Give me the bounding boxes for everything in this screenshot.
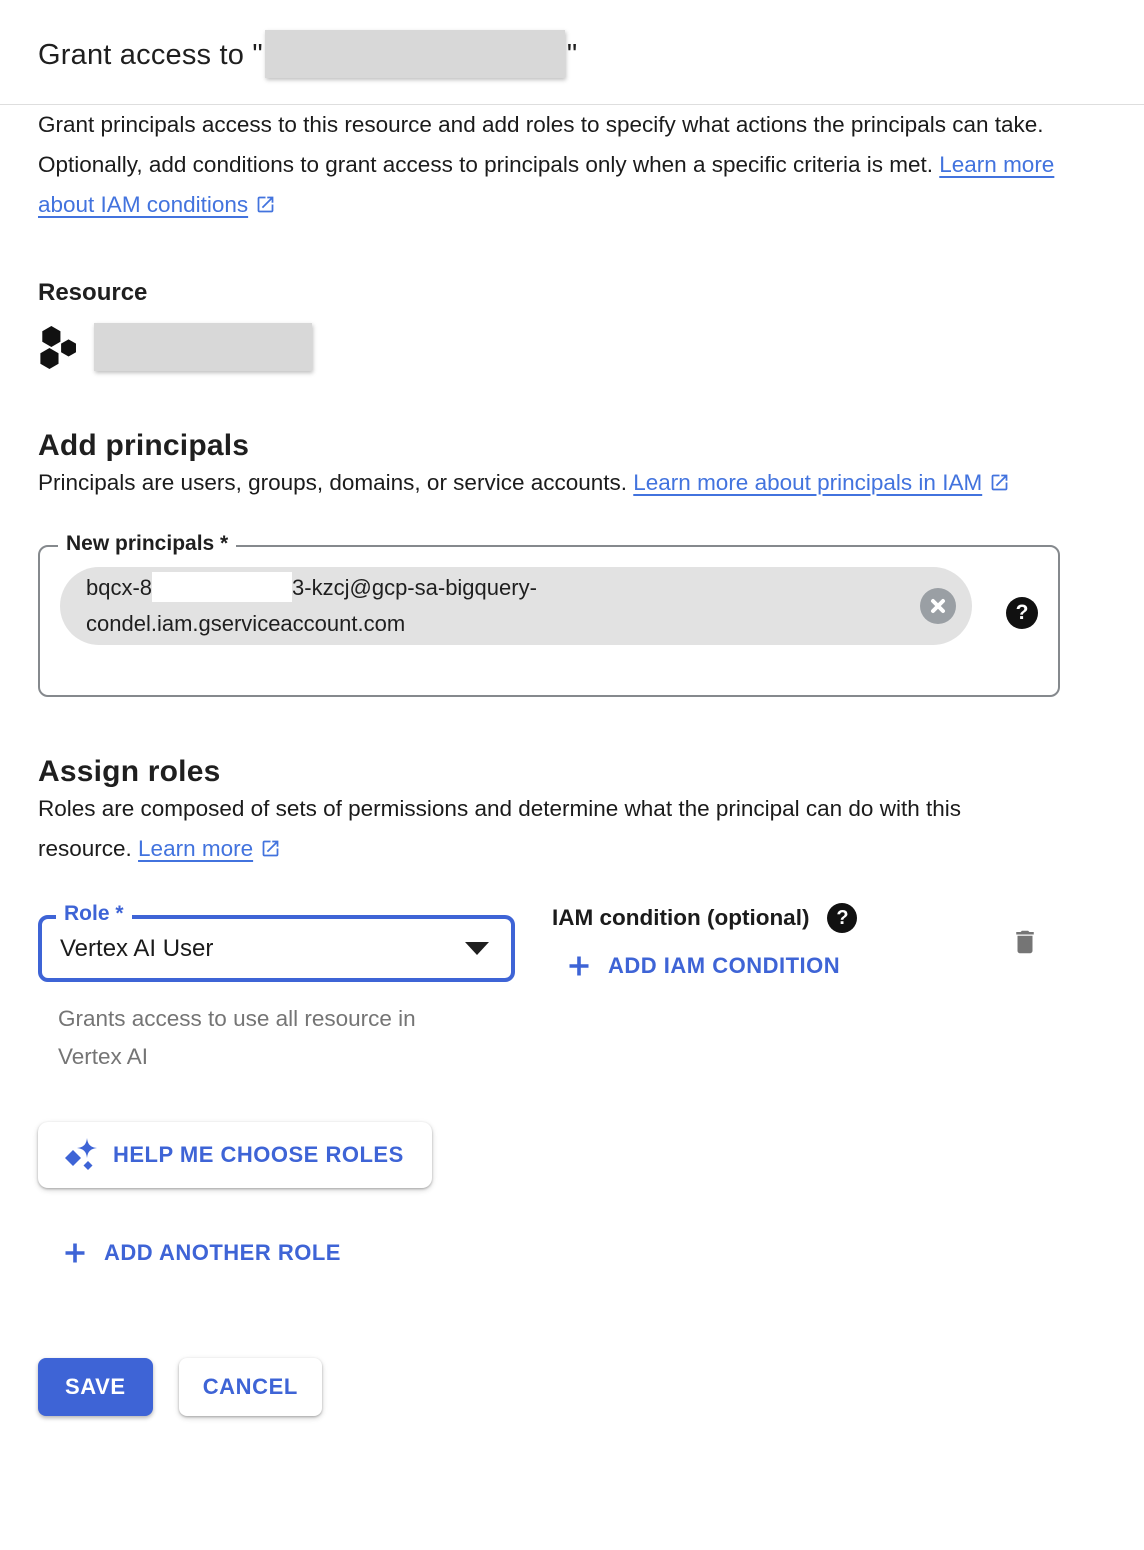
dropdown-caret-icon — [465, 942, 489, 955]
role-description: Grants access to use all resource in Vertex AI — [58, 1006, 416, 1069]
add-another-role-row — [62, 1240, 1106, 1266]
iam-condition-label-row — [552, 903, 857, 933]
help-me-choose-roles-label: HELP ME CHOOSE ROLES — [113, 1142, 404, 1167]
chip-text-line2: condel.iam.gserviceaccount.com — [86, 611, 406, 636]
page-title — [0, 0, 1144, 104]
add-iam-condition-label: ADD IAM CONDITION — [608, 953, 841, 978]
role-label: Role * — [56, 902, 132, 926]
remove-principal-button[interactable] — [920, 588, 956, 624]
principals-paragraph — [38, 463, 1056, 503]
plus-icon — [62, 1240, 88, 1266]
principal-chip — [60, 567, 972, 645]
add-another-role-button[interactable] — [62, 1240, 341, 1266]
plus-icon — [566, 953, 592, 979]
intro-text: Grant principals access to this resource and add roles to specify what actions the principals can take. Optionally, add conditions to grant access to principals only when a specific criteria is met. — [38, 112, 1044, 177]
role-row — [38, 902, 1106, 1076]
role-select[interactable] — [38, 902, 515, 982]
chip-text-suffix: 3-kzcj@gcp-sa-bigquery- — [292, 575, 537, 600]
role-value: Vertex AI User — [60, 934, 214, 962]
principal-chip-text — [86, 570, 537, 642]
iam-condition-label: IAM condition (optional) — [552, 905, 810, 930]
dialog-actions — [38, 1358, 1106, 1416]
external-link-icon — [989, 472, 1010, 493]
resource-redaction — [94, 323, 312, 371]
title-redaction — [265, 30, 565, 78]
resource-row — [38, 323, 1106, 371]
cancel-button[interactable]: CANCEL — [179, 1358, 322, 1416]
page-title-text: Grant access to " — [38, 39, 263, 71]
principal-chip-row — [60, 567, 1038, 645]
chip-text-prefix: bqcx-8 — [86, 575, 153, 600]
dialog-body — [0, 105, 1144, 1476]
help-me-choose-roles-button[interactable] — [38, 1122, 432, 1188]
gemini-spark-icon — [62, 1137, 98, 1173]
add-principals-heading: Add principals — [38, 429, 250, 462]
new-principals-label: New principals * — [58, 532, 236, 556]
roles-text: Roles are composed of sets of permissions and determine what the principal can do with this resource. — [38, 796, 961, 861]
roles-paragraph — [38, 789, 1056, 869]
delete-role-button[interactable] — [1010, 926, 1040, 961]
close-icon — [929, 597, 947, 615]
save-button[interactable]: SAVE — [38, 1358, 153, 1416]
add-another-role-label: ADD ANOTHER ROLE — [104, 1240, 341, 1265]
resource-hexagons-icon — [38, 324, 80, 370]
new-principals-field[interactable] — [38, 532, 1060, 697]
principals-iam-link[interactable]: Learn more about principals in IAM — [633, 470, 1010, 495]
external-link-icon — [260, 838, 281, 859]
role-field — [38, 902, 515, 1076]
principals-help-icon[interactable]: ? — [1006, 597, 1038, 629]
page-title-close-quote: " — [566, 39, 578, 71]
roles-learn-more-link[interactable]: Learn more — [138, 836, 281, 861]
trash-icon — [1010, 926, 1040, 958]
assign-roles-heading: Assign roles — [38, 755, 221, 788]
iam-condition-help-icon[interactable]: ? — [827, 903, 857, 933]
intro-paragraph — [38, 105, 1056, 225]
principals-text: Principals are users, groups, domains, or service accounts. — [38, 470, 634, 495]
external-link-icon — [255, 194, 276, 215]
iam-conditions-link[interactable]: Learn more about IAM conditions — [38, 152, 1055, 217]
chip-redaction — [152, 572, 292, 602]
resource-heading: Resource — [38, 279, 148, 306]
iam-condition-section — [552, 903, 857, 979]
add-iam-condition-button[interactable] — [566, 953, 840, 979]
